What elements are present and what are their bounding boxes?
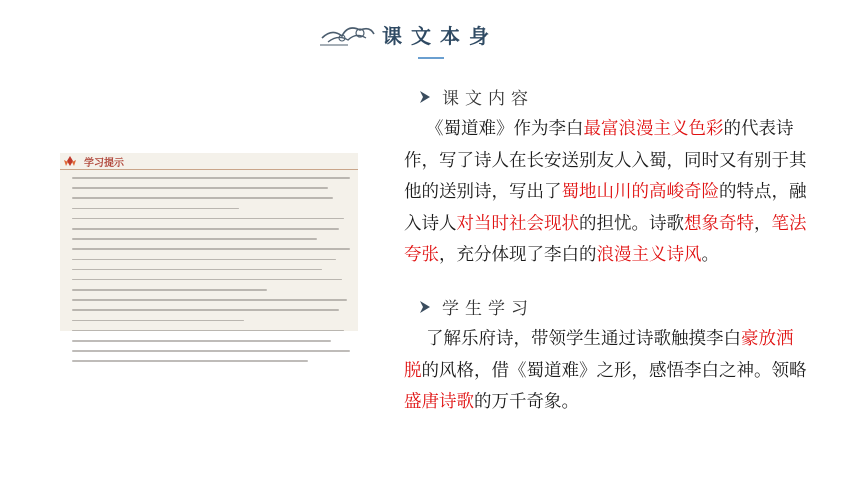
body-text: 作，写了诗人在长安送别友人入蜀，同时又有别于其 (404, 150, 807, 171)
section-title: 课文内容 (442, 89, 534, 109)
body-text: 了解乐府诗，带领学生通过诗歌触摸李白 (426, 329, 741, 349)
body-text: 的风格，借《蜀道难》之形，感悟李白之神。领略 (421, 360, 807, 381)
book-text-line (72, 299, 347, 301)
book-text-line (72, 330, 344, 332)
body-text: 的代表诗 (723, 119, 794, 139)
book-text-line (72, 340, 331, 342)
book-text-line (72, 248, 350, 250)
highlight-text: 脱 (404, 360, 422, 381)
body-text: 的特点，融 (719, 182, 807, 202)
body-text: 入诗人 (404, 213, 457, 234)
highlight-text: 蜀地山川的高峻奇险 (561, 182, 719, 202)
body-text: 他的送别诗，写出了 (404, 182, 562, 202)
book-text-line (72, 309, 339, 311)
highlight-text: 最富浪漫主义色彩 (583, 119, 724, 139)
section-title: 学生学习 (442, 299, 534, 319)
book-text-line (72, 269, 322, 271)
body-text: 《蜀道难》作为李白 (426, 119, 584, 139)
highlight-text: 对当时社会现状 (456, 213, 579, 234)
content-paragraph (404, 114, 807, 272)
highlight-text: 盛唐诗歌 (404, 392, 474, 412)
highlight-text: 想象奇特 (684, 213, 754, 234)
book-text-line (72, 259, 336, 261)
text-line (404, 209, 807, 241)
body-text: ，充分体现了李白的 (439, 245, 597, 265)
book-text-line (72, 197, 333, 199)
text-line (404, 240, 807, 272)
book-header-bar (60, 153, 358, 170)
body-text: 的担忧。诗歌 (579, 213, 684, 234)
auspicious-cloud-icon (318, 18, 376, 48)
arrow-right-icon (418, 90, 432, 104)
title-underline (418, 57, 444, 59)
textbook-excerpt-image (60, 153, 358, 331)
book-text-line (72, 208, 239, 210)
book-text-line (72, 177, 350, 179)
arrow-right-icon (418, 300, 432, 314)
header (0, 0, 860, 62)
book-text-block (72, 177, 350, 371)
body-text: ， (754, 213, 772, 234)
text-line (404, 146, 807, 178)
highlight-text: 笔法 (771, 213, 807, 234)
text-line (404, 114, 807, 146)
highlight-text: 豪放洒 (741, 329, 794, 349)
book-text-line (72, 289, 267, 291)
text-line (404, 324, 807, 356)
text-line (404, 177, 807, 209)
text-line (404, 356, 807, 388)
book-heading: 学习提示 (84, 158, 124, 169)
highlight-text: 夸张 (404, 245, 439, 265)
book-text-line (72, 320, 244, 322)
page-title: 课文本身 (382, 24, 498, 48)
body-text: 。 (701, 245, 719, 265)
book-text-line (72, 238, 317, 240)
body-text: 的万千奇象。 (474, 392, 579, 412)
lotus-icon (62, 155, 78, 167)
book-text-line (72, 187, 328, 189)
book-text-line (72, 279, 342, 281)
section-heading-content (418, 84, 534, 109)
book-text-line (72, 228, 339, 230)
book-text-line (72, 360, 308, 362)
book-text-line (72, 218, 344, 220)
text-line (404, 387, 807, 419)
study-paragraph (404, 324, 807, 419)
section-heading-study (418, 294, 534, 319)
highlight-text: 浪漫主义诗风 (596, 245, 702, 265)
book-text-line (72, 350, 350, 352)
